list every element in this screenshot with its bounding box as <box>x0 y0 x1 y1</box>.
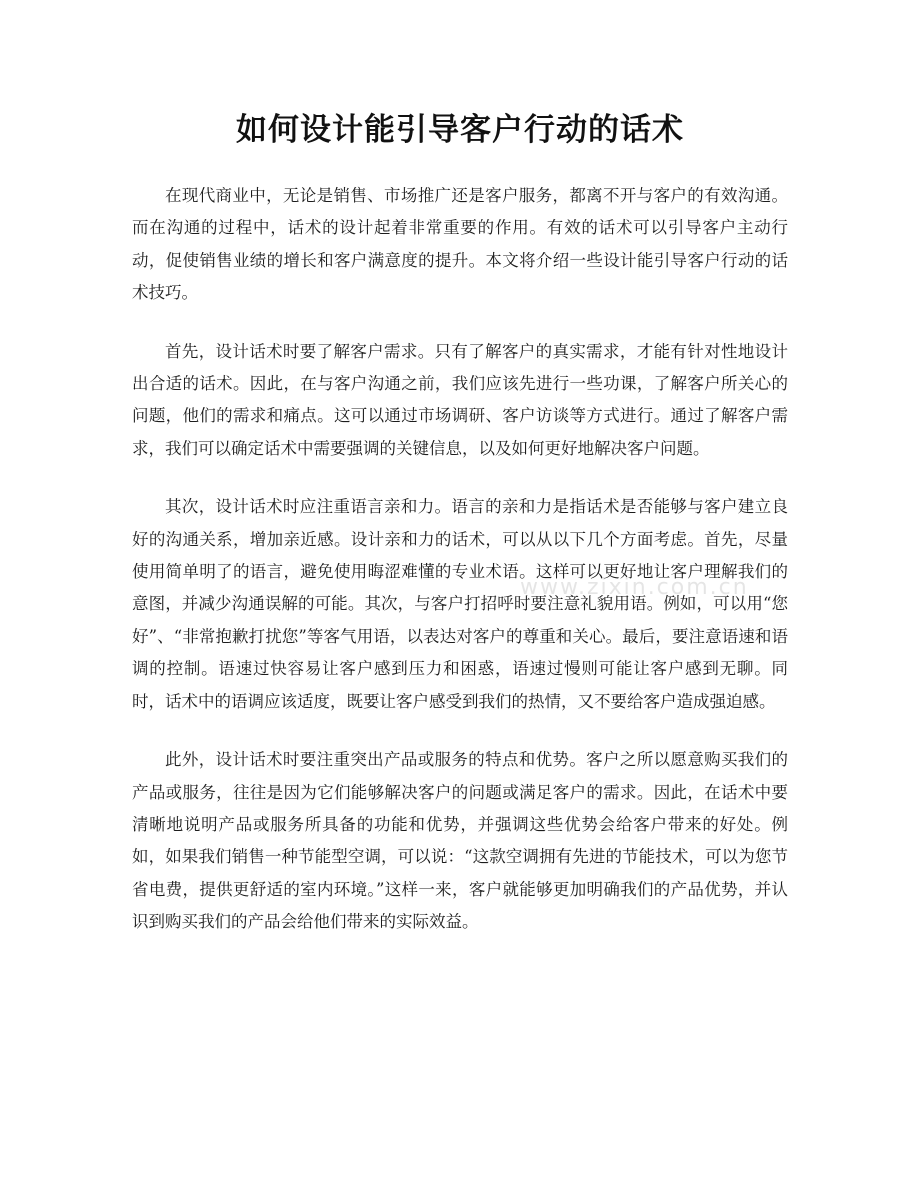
document-title: 如何设计能引导客户行动的话术 <box>236 112 684 148</box>
watermark: www.zixin.com.cn <box>520 575 749 600</box>
document-body <box>132 180 788 965</box>
paragraph-2: 首先，设计话术时要了解客户需求。只有了解客户的真实需求，才能有针对性地设计出合适的话术。因此，在与客户沟通之前，我们应该先进行一些功课，了解客户所关心的问题，他们的需求和痛点。这可以通过市场调研、客户访谈等方式进行。通过了解客户需求，我们可以确定话术中需要强调的关键信息，以及如何更好地解决客户问题。 <box>132 341 788 458</box>
paragraph-4: 此外，设计话术时要注重突出产品或服务的特点和优势。客户之所以愿意购买我们的产品或服务，往往是因为它们能够解决客户的问题或满足客户的需求。因此，在话术中要清晰地说明产品或服务所具备的功能和优势，并强调这些优势会给客户带来的好处。例如，如果我们销售一种节能型空调，可以说：“这款空调拥有先进的节能技术，可以为您节省电费，提供更舒适的室内环境。”这样一来，客户就能够更加明确我们的产品优势，并认识到购买我们的产品会给他们带来的实际效益。 <box>132 750 788 932</box>
paragraph-1: 在现代商业中，无论是销售、市场推广还是客户服务，都离不开与客户的有效沟通。而在沟通的过程中，话术的设计起着非常重要的作用。有效的话术可以引导客户主动行动，促使销售业绩的增长和客户满意度的提升。本文将介绍一些设计能引导客户行动的话术技巧。 <box>132 186 788 303</box>
paragraph-3: 其次，设计话术时应注重语言亲和力。语言的亲和力是指话术是否能够与客户建立良好的沟通关系，增加亲近感。设计亲和力的话术，可以从以下几个方面考虑。首先，尽量使用简单明了的语言，避免使用晦涩难懂的专业术语。这样可以更好地让客户理解我们的意图，并减少沟通误解的可能。其次，与客户打招呼时要注意礼貌用语。例如，可以用“您好”、“非常抱歉打扰您”等客气用语，以表达对客户的尊重和关心。最后，要注意语速和语调的控制。语速过快容易让客户感到压力和困惑，语速过慢则可能让客户感到无聊。同时，话术中的语调应该适度，既要让客户感受到我们的热情，又不要给客户造成强迫感。 <box>132 497 788 711</box>
